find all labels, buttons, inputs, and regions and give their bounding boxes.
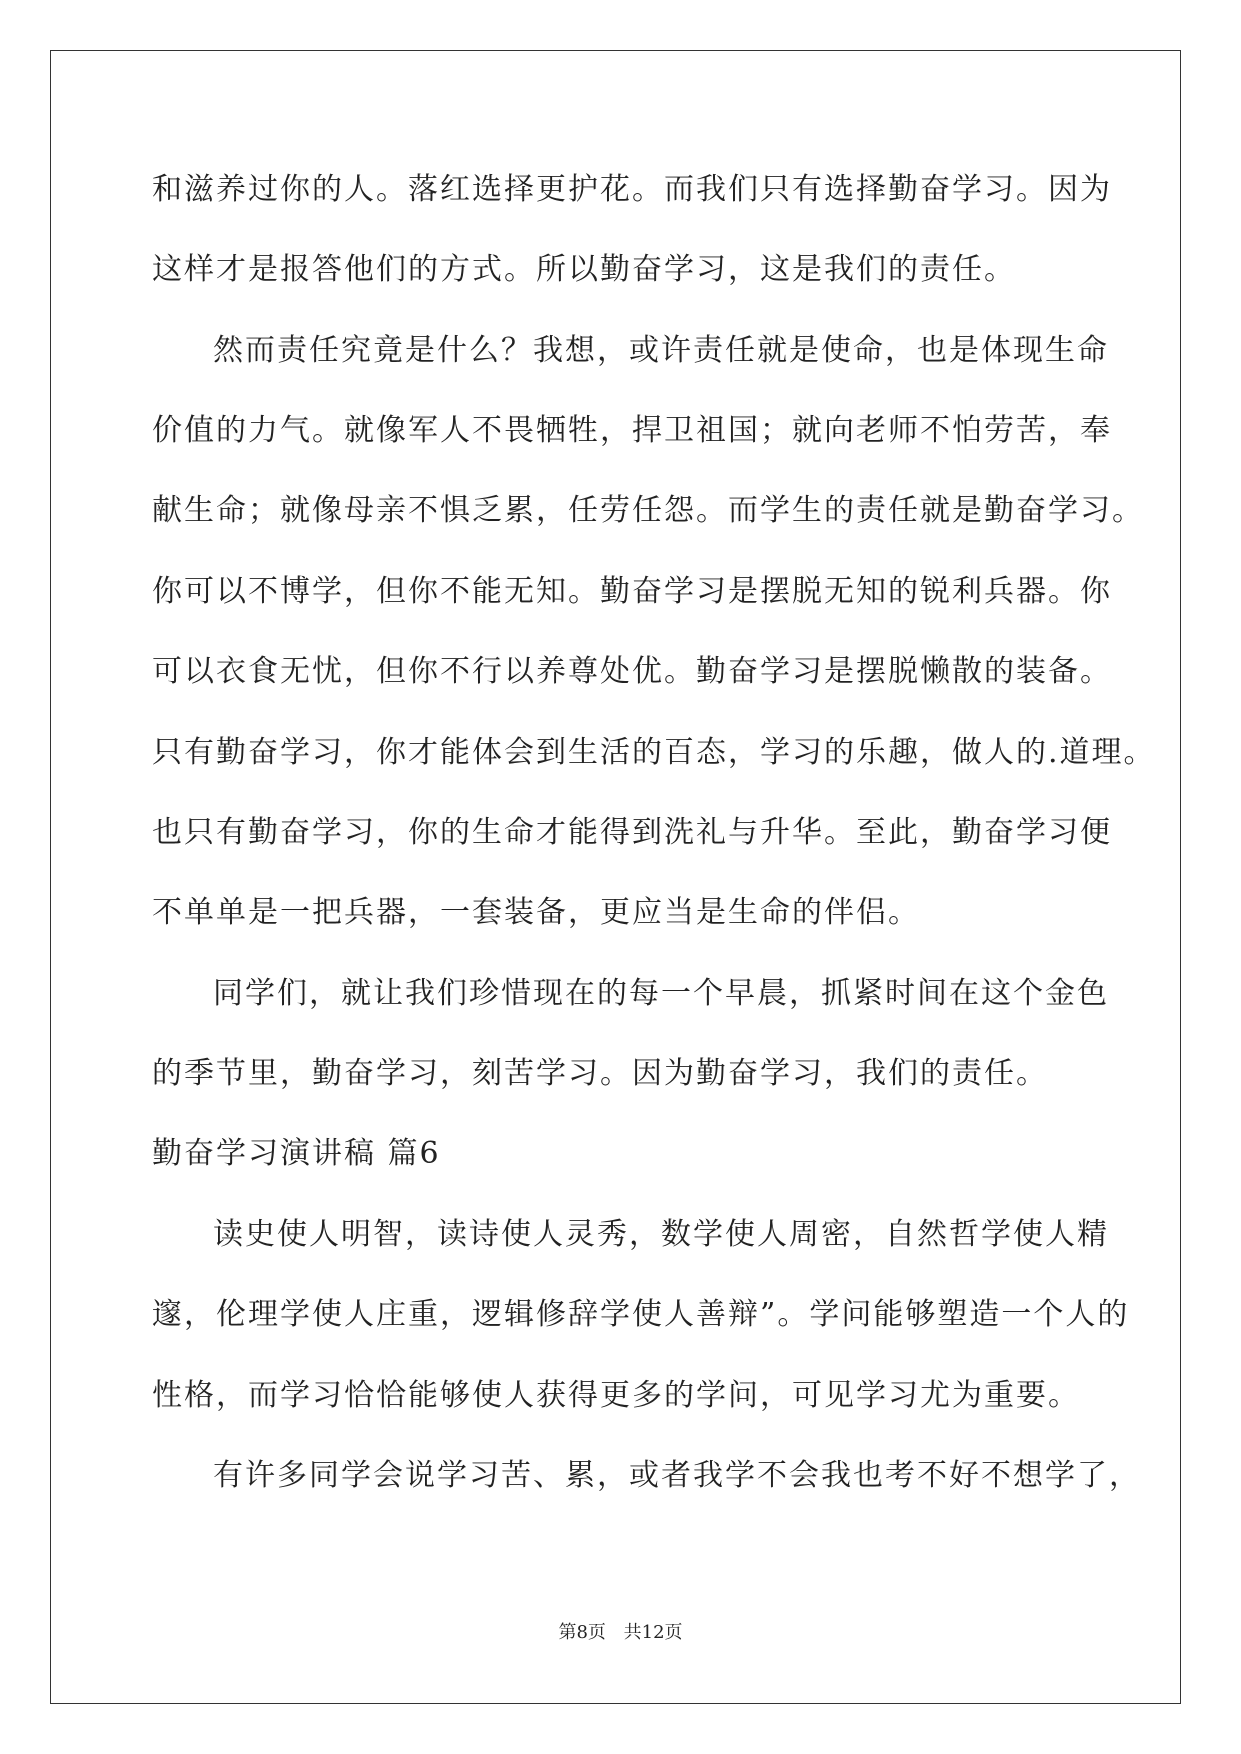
text-line: 的季节里，勤奋学习，刻苦学习。因为勤奋学习，我们的责任。 [152, 1056, 1048, 1091]
text-line: 不单单是一把兵器，一套装备，更应当是生命的伴侣。 [152, 895, 920, 930]
text-line: 邃，伦理学使人庄重，逻辑修辞学使人善辩”。学问能够塑造一个人的 [152, 1297, 1130, 1332]
text-line: 可以衣食无忧，但你不行以养尊处优。勤奋学习是摆脱懒散的装备。 [152, 654, 1112, 689]
text-line: 然而责任究竟是什么？我想，或许责任就是使命，也是体现生命 [213, 333, 1109, 368]
text-line: 有许多同学会说学习苦、累，或者我学不会我也考不好不想学了， [213, 1458, 1141, 1493]
text-line: 也只有勤奋学习，你的生命才能得到洗礼与升华。至此，勤奋学习便 [152, 815, 1112, 850]
text-line: 性格，而学习恰恰能够使人获得更多的学问，可见学习尤为重要。 [152, 1378, 1080, 1413]
page-number: 第8页 [558, 1622, 606, 1643]
section-heading: 勤奋学习演讲稿 篇6 [152, 1136, 441, 1171]
text-line: 和滋养过你的人。落红选择更护花。而我们只有选择勤奋学习。因为 [152, 172, 1112, 207]
text-line: 价值的力气。就像军人不畏牺牲，捍卫祖国；就向老师不怕劳苦，奉 [152, 413, 1112, 448]
text-line: 读史使人明智，读诗使人灵秀，数学使人周密，自然哲学使人精 [213, 1217, 1109, 1252]
page-footer [0, 1618, 1241, 1644]
text-line: 同学们，就让我们珍惜现在的每一个早晨，抓紧时间在这个金色 [213, 976, 1109, 1011]
text-line: 献生命；就像母亲不惧乏累，任劳任怨。而学生的责任就是勤奋学习。 [152, 493, 1144, 528]
text-line: 你可以不博学，但你不能无知。勤奋学习是摆脱无知的锐利兵器。你 [152, 574, 1112, 609]
text-line: 这样才是报答他们的方式。所以勤奋学习，这是我们的责任。 [152, 252, 1016, 287]
page-total: 共12页 [623, 1622, 683, 1643]
text-line: 只有勤奋学习，你才能体会到生活的百态，学习的乐趣，做人的.道理。 [152, 735, 1156, 770]
